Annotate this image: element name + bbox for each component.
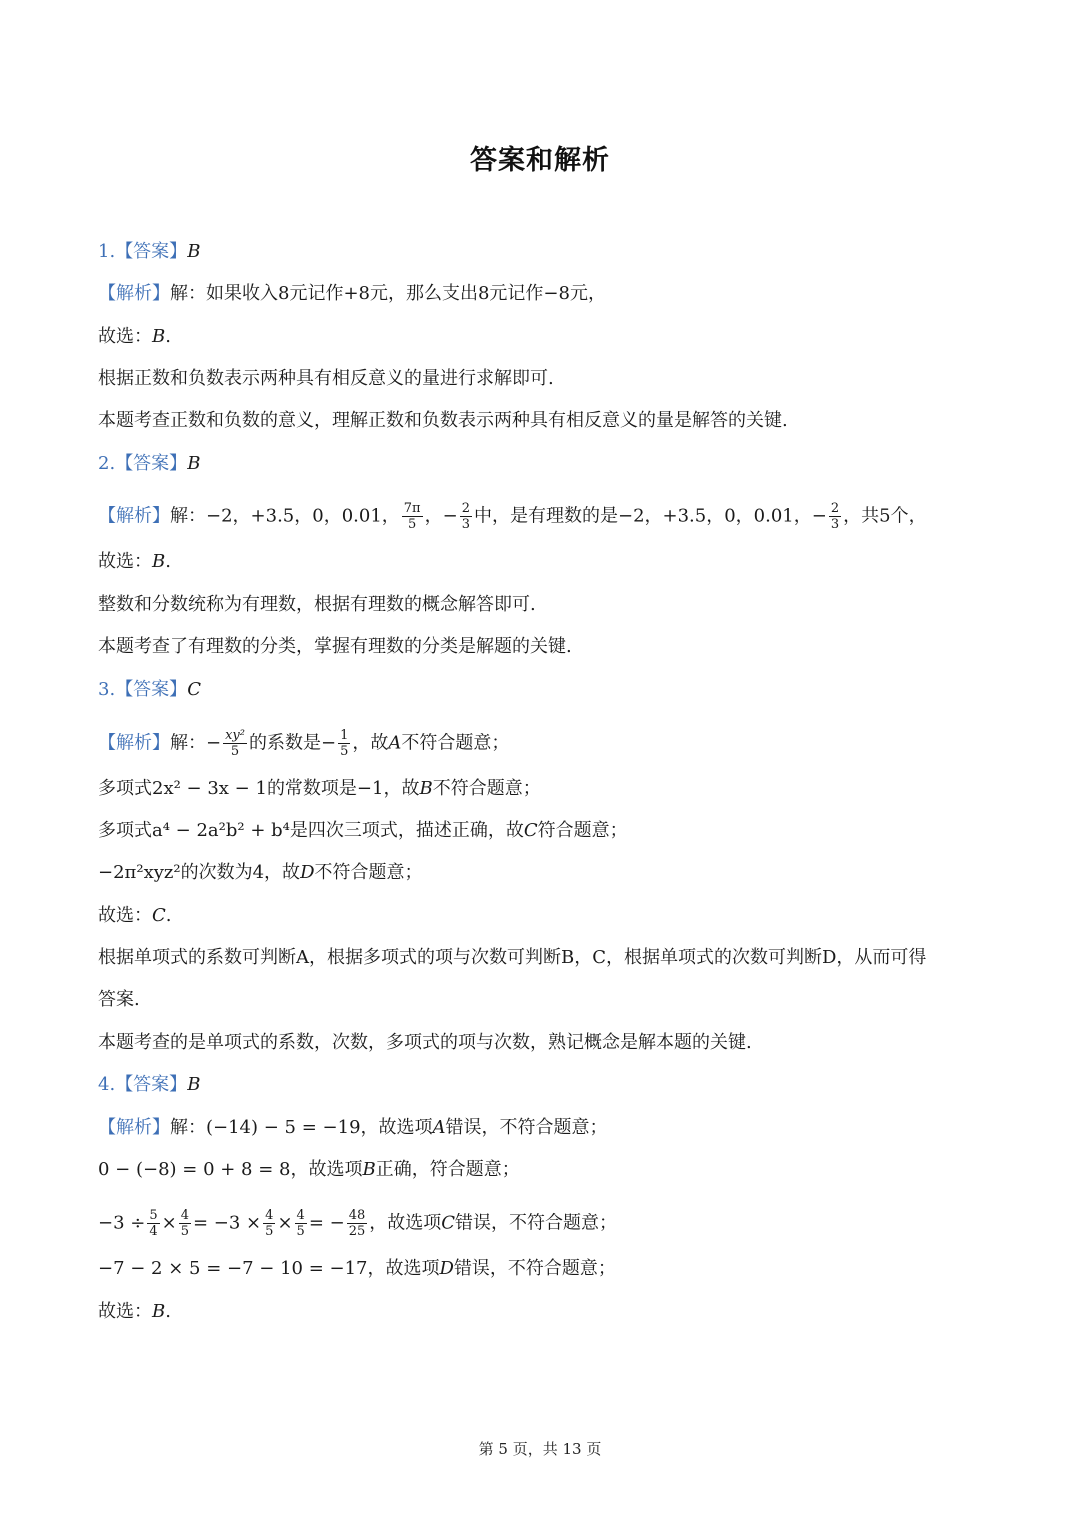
q3-choice: C	[152, 905, 166, 926]
q3-answer: C	[187, 679, 201, 700]
choice-prefix: 故选：	[98, 326, 152, 347]
q3-line4	[98, 861, 423, 885]
choice-end: .	[165, 905, 172, 926]
option-var: C	[441, 1212, 456, 1234]
choice-prefix: 故选：	[98, 1301, 152, 1322]
option-var: A	[388, 732, 402, 754]
q3-line3	[98, 819, 628, 843]
fraction: $\frac{48}{25}$	[348, 1208, 366, 1239]
math-expression: ×	[277, 1212, 293, 1234]
q4-answer-line	[98, 1073, 200, 1097]
q4-line2	[98, 1158, 520, 1182]
fraction: $\frac{\text{xy²}}{5}$	[225, 728, 245, 759]
q2-method: 整数和分数统称为有理数，根据有理数的概念解答即可.	[98, 594, 536, 615]
q3-number: 3.	[98, 679, 116, 700]
q3-analysis-part: 的系数是−	[248, 732, 337, 754]
q3-analysis-part: 不符合题意；	[401, 732, 510, 754]
q4-text: 正确，符合题意；	[375, 1159, 520, 1180]
option-var: C	[523, 820, 538, 841]
q4-number: 4.	[98, 1074, 116, 1095]
fraction: $\frac{4}{5}$	[296, 1208, 305, 1239]
q2-answer-line	[98, 452, 200, 476]
q4-answer: B	[187, 1074, 201, 1095]
q3-analysis-part: 解：−	[170, 732, 222, 754]
math-expression: = −3 ×	[193, 1212, 262, 1234]
answer-label: 【答案】	[115, 1074, 188, 1095]
q1-answer-line	[98, 240, 200, 264]
q1-analysis: 解：如果收入8元记作+8元，那么支出8元记作−8元，	[170, 283, 606, 304]
q2-choice: B	[152, 551, 166, 572]
analysis-label: 【解析】	[98, 505, 170, 527]
choice-end: .	[165, 551, 171, 572]
q2-analysis-part: ，−	[424, 505, 458, 527]
q3-answer-line	[98, 678, 201, 702]
fraction: $\frac{2}{3}$	[461, 501, 470, 532]
q2-answer: B	[187, 453, 201, 474]
q3-text: 不符合题意；	[432, 778, 541, 799]
analysis-label: 【解析】	[98, 283, 170, 304]
choice-prefix: 故选：	[98, 551, 152, 572]
q3-choice-line	[98, 904, 172, 928]
q2-analysis-part: ，共5个，	[843, 505, 927, 527]
fraction: $\frac{7\pi}{5}$	[403, 501, 421, 532]
math-expression: 多项式2x² − 3x − 1	[98, 778, 267, 799]
answer-label: 【答案】	[115, 241, 188, 262]
q4-analysis-part: 解：(−14) − 5 = −19，故选项	[170, 1117, 433, 1138]
fraction: $\frac{4}{5}$	[180, 1208, 189, 1239]
option-var: A	[432, 1117, 446, 1138]
q4-analysis-line	[98, 1116, 608, 1140]
q3-line2	[98, 777, 541, 801]
q1-choice-line	[98, 325, 171, 349]
q3-summary: 本题考查的是单项式的系数，次数，多项式的项与次数，熟记概念是解本题的关键.	[98, 1032, 752, 1053]
q2-analysis-part: 解：−2，+3.5，0，0.01，	[170, 505, 400, 527]
q4-line3	[98, 1208, 617, 1239]
option-var: D	[439, 1258, 454, 1279]
fraction: $\frac{1}{5}$	[340, 728, 349, 759]
q1-choice: B	[152, 326, 166, 347]
q2-choice-line	[98, 550, 171, 574]
fraction: $\frac{4}{5}$	[265, 1208, 274, 1239]
q4-choice-line	[98, 1300, 171, 1324]
q4-text: 错误，不符合题意；	[453, 1258, 616, 1279]
q3-text: 是四次三项式，描述正确，故	[289, 820, 524, 841]
q2-analysis-line	[98, 501, 927, 532]
math-expression: −2π²xyz²	[98, 862, 181, 883]
answer-label: 【答案】	[115, 679, 188, 700]
fraction: $\frac{2}{3}$	[830, 501, 840, 532]
option-var: D	[300, 862, 315, 883]
math-expression: ×	[161, 1212, 177, 1234]
q3-method-line1: 根据单项式的系数可判断A，根据多项式的项与次数可判断B，C，根据单项式的次数可判断D，从而可得	[98, 947, 927, 968]
choice-end: .	[165, 1301, 171, 1322]
q3-text: 的常数项是−1，故	[266, 778, 420, 799]
q3-analysis-part: ，故	[352, 732, 389, 754]
q3-method-line2: 答案.	[98, 989, 140, 1010]
page-footer: 第 5 页，共 13 页	[478, 1440, 602, 1458]
q1-method: 根据正数和负数表示两种具有相反意义的量进行求解即可.	[98, 368, 554, 389]
math-expression: −3 ÷	[98, 1212, 146, 1234]
math-expression: −7 − 2 × 5 = −7 − 10 = −17，故选项	[98, 1258, 440, 1279]
q1-summary: 本题考查正数和负数的意义，理解正数和负数表示两种具有相反意义的量是解答的关键.	[98, 410, 788, 431]
q4-text: ，故选项	[369, 1212, 442, 1234]
q3-text: 符合题意；	[537, 820, 628, 841]
answer-label: 【答案】	[115, 453, 188, 474]
option-var: B	[419, 778, 433, 799]
fraction: $\frac{5}{4}$	[149, 1208, 158, 1239]
choice-end: .	[165, 326, 171, 347]
q4-choice: B	[152, 1301, 166, 1322]
option-var: B	[362, 1159, 376, 1180]
page-title: 答案和解析	[470, 145, 610, 176]
q3-text: 的次数为4，故	[180, 862, 301, 883]
q4-text: 错误，不符合题意；	[455, 1212, 618, 1234]
q4-analysis-part: 错误，不符合题意；	[445, 1117, 608, 1138]
q2-summary: 本题考查了有理数的分类，掌握有理数的分类是解题的关键.	[98, 636, 572, 657]
choice-prefix: 故选：	[98, 905, 152, 926]
math-expression: = −	[308, 1212, 345, 1234]
q4-line4	[98, 1257, 616, 1281]
q1-number: 1.	[98, 241, 116, 262]
math-expression: 0 − (−8) = 0 + 8 = 8，故选项	[98, 1159, 363, 1180]
q3-analysis-line	[98, 728, 509, 759]
q1-analysis-line	[98, 282, 606, 306]
q2-number: 2.	[98, 453, 116, 474]
q1-answer: B	[187, 241, 201, 262]
analysis-label: 【解析】	[98, 1117, 170, 1138]
math-expression: 多项式a⁴ − 2a²b² + b⁴	[98, 820, 290, 841]
q2-analysis-part: 中，是有理数的是−2，+3.5，0，0.01，−	[473, 505, 827, 527]
analysis-label: 【解析】	[98, 732, 170, 754]
q3-text: 不符合题意；	[314, 862, 423, 883]
